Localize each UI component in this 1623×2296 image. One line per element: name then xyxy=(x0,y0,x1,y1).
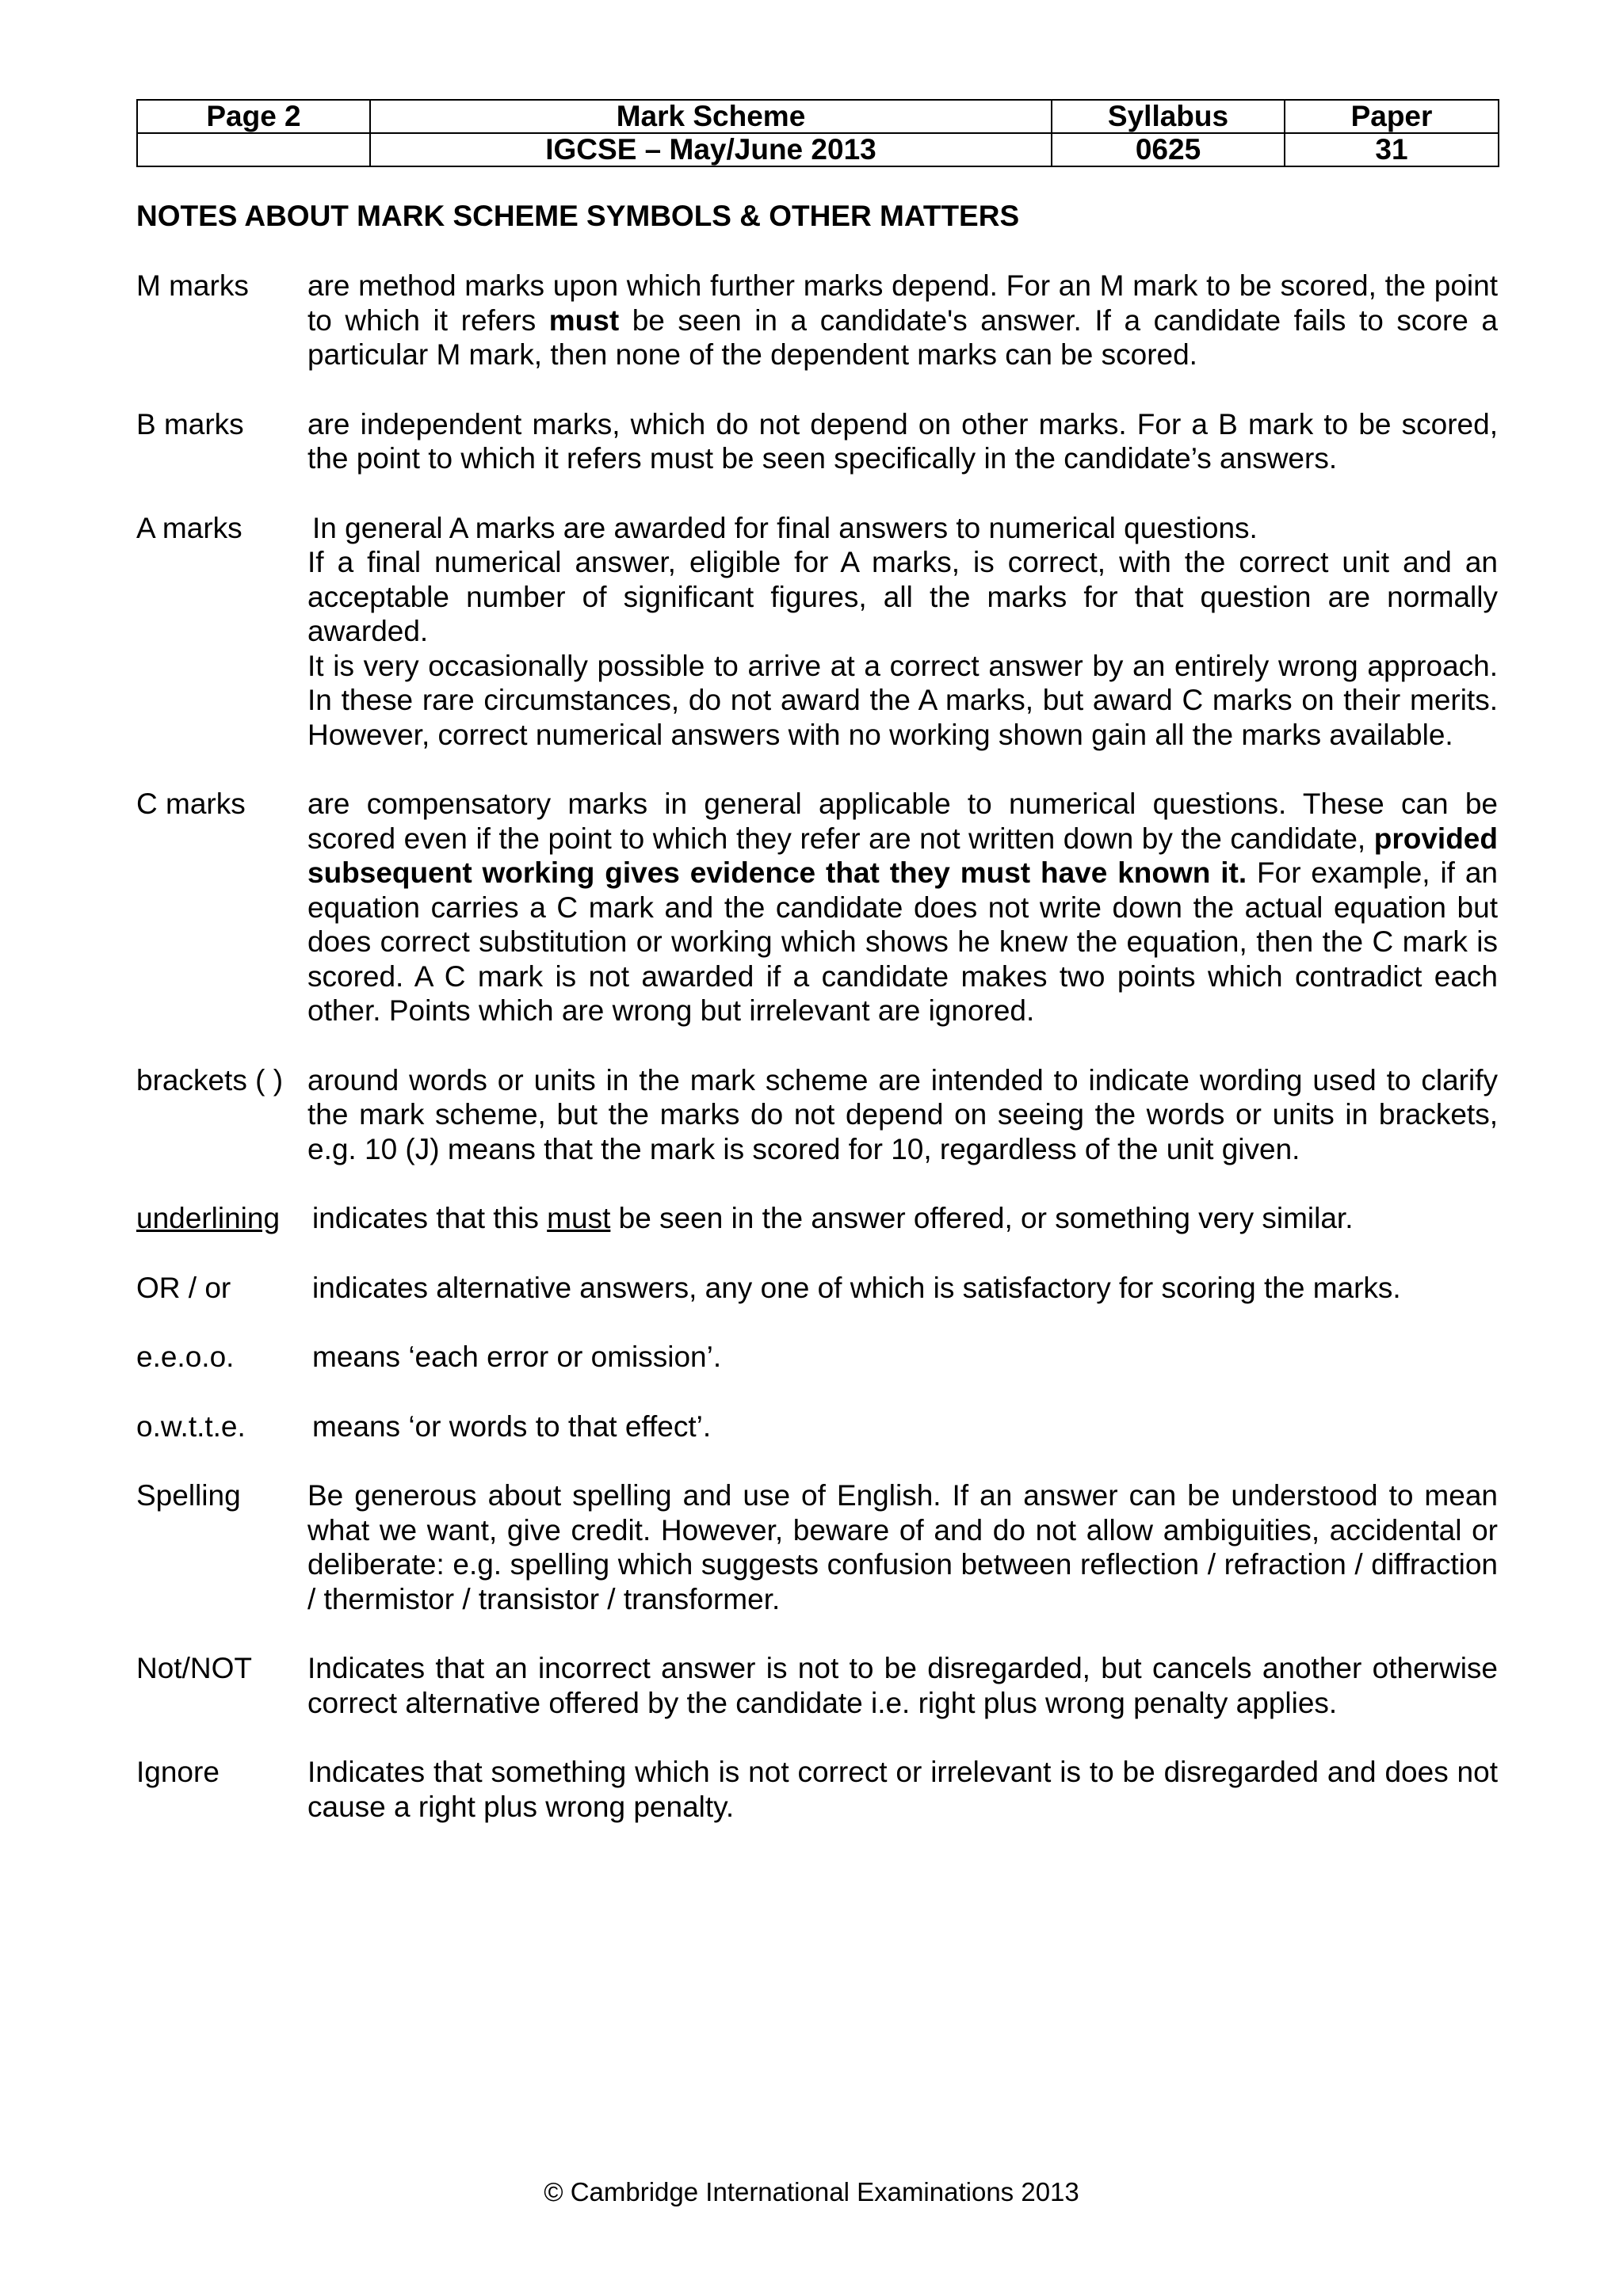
note-brackets xyxy=(136,1063,1498,1167)
header-syllabus-code-cell: 0625 xyxy=(1052,133,1285,166)
header-table xyxy=(136,99,1499,167)
note-description: Indicates that an incorrect answer is not to be disregarded, but cancels another otherwise correct alternative offered by the candidate i.e. right plus wrong penalty applies. xyxy=(307,1652,1498,1719)
note-description: are method marks upon which further marks depend. For an M mark to be scored, the point to which it refers must be seen in a candidate's answer. If a candidate fails to score a particular M mark, then none of the dependent marks can be scored. xyxy=(307,269,1498,371)
note-term: Ignore xyxy=(136,1756,220,1788)
note-paragraph: It is very occasionally possible to arrive at a correct answer by an entirely wrong approach. In these rare circumstances, do not award the A marks, but award C marks on their merits. However, correct numerical answers with no working shown gain all the marks available. xyxy=(307,649,1498,751)
note-description: are independent marks, which do not depend on other marks. For a B mark to be scored, the point to which it refers must be seen specifically in the candidate’s answers. xyxy=(307,407,1498,475)
note-ignore xyxy=(136,1755,1498,1824)
note-term: Spelling xyxy=(136,1479,241,1512)
header-exam-cell: IGCSE – May/June 2013 xyxy=(370,133,1052,166)
note-description: Indicates that something which is not correct or irrelevant is to be disregarded and does not cause a right plus wrong penalty. xyxy=(307,1756,1498,1823)
page-title: NOTES ABOUT MARK SCHEME SYMBOLS & OTHER MATTERS xyxy=(136,200,1020,232)
header-page-cell: Page 2 xyxy=(137,100,370,133)
note-owtte xyxy=(136,1409,1498,1444)
note-term: brackets ( ) xyxy=(136,1063,284,1097)
header-paper-number-cell: 31 xyxy=(1285,133,1499,166)
header-row xyxy=(137,100,1499,133)
note-paragraph: If a final numerical answer, eligible for A marks, is correct, with the correct unit and an acceptable number of significant figures, all the marks for that question are normally awarded. xyxy=(307,546,1498,647)
note-description xyxy=(307,511,1498,753)
note-term: A marks xyxy=(136,511,242,544)
note-term: underlining xyxy=(136,1202,281,1234)
note-term: e.e.o.o. xyxy=(136,1341,235,1373)
note-term: B marks xyxy=(136,407,244,441)
note-description: around words or units in the mark scheme are intended to indicate wording used to clarify the mark scheme, but the marks do not depend on seeing the words or units in brackets, e.g. 10 (J) means that the mark is scored for 10, regardless of the unit given. xyxy=(307,1063,1498,1165)
header-syllabus-cell: Syllabus xyxy=(1052,100,1285,133)
header-doc-cell: Mark Scheme xyxy=(370,100,1052,133)
header-empty-cell xyxy=(137,133,370,166)
header-paper-cell: Paper xyxy=(1285,100,1499,133)
note-not xyxy=(136,1651,1498,1720)
note-term: M marks xyxy=(136,269,249,302)
note-m-marks xyxy=(136,269,1498,372)
note-term: OR / or xyxy=(136,1271,231,1304)
note-b-marks xyxy=(136,407,1498,476)
note-eeoo xyxy=(136,1340,1498,1375)
copyright-footer: © Cambridge International Examinations 2013 xyxy=(544,2177,1079,2206)
note-description: indicates alternative answers, any one of which is satisfactory for scoring the marks. xyxy=(312,1271,1401,1304)
note-description: are compensatory marks in general applicable to numerical questions. These can be scored even if the point to which they refer are not written down by the candidate, provided subsequent working gives evidence that they must have known it. For example, if an equation carries a C mark and the candidate does not write down the actual equation but does correct substitution or working which shows he knew the equation, then the C mark is scored. A C mark is not awarded if a candidate makes two points which contradict each other. Points which are wrong but irrelevant are ignored. xyxy=(307,788,1499,1027)
note-term: C marks xyxy=(136,788,246,820)
note-term: Not/NOT xyxy=(136,1652,252,1684)
note-description: means ‘each error or omission’. xyxy=(312,1341,722,1373)
document-page xyxy=(136,99,1498,1824)
note-or xyxy=(136,1271,1498,1306)
note-a-marks xyxy=(136,511,1498,753)
note-description: indicates that this must be seen in the answer offered, or something very similar. xyxy=(312,1202,1354,1234)
note-underlining xyxy=(136,1201,1498,1236)
note-description: means ‘or words to that effect’. xyxy=(312,1409,712,1443)
note-spelling xyxy=(136,1478,1498,1616)
note-description: Be generous about spelling and use of English. If an answer can be understood to mean what we want, give credit. However, beware of and do not allow ambiguities, accidental or deliberate: e.g. spelling which suggests confusion between reflection / refraction / diffraction / thermistor / transistor / transformer. xyxy=(307,1479,1498,1615)
note-c-marks xyxy=(136,787,1498,1028)
note-term: o.w.t.t.e. xyxy=(136,1409,246,1443)
note-paragraph: In general A marks are awarded for final answers to numerical questions. xyxy=(312,511,1258,544)
header-row xyxy=(137,133,1499,166)
